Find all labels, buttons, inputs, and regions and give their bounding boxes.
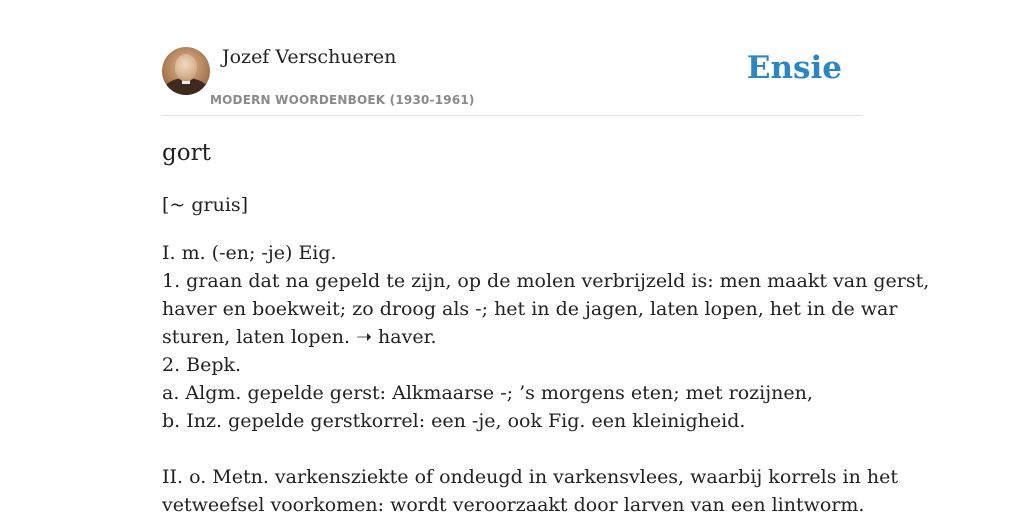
definition-line: vetweefsel voorkomen: wordt veroorzaakt door larven van een lintworm. [162,494,865,512]
page [162,0,930,512]
source-title[interactable]: MODERN WOORDENBOEK (1930-1961) [210,93,475,107]
definition-blank-line [162,435,862,463]
entry-definition [162,239,930,512]
header [162,0,862,116]
definition-line: a. Algm. gepelde gerst: Alkmaarse -; ’s morgens eten; met rozijnen, [162,382,813,404]
definition-line: sturen, laten lopen. ➝ haver. [162,326,437,348]
definition-line: b. Inz. gepelde gerstkorrel: een -je, ook Fig. een kleinigheid. [162,410,746,432]
author-name[interactable]: Jozef Verschueren [222,46,397,68]
definition-line: II. o. Metn. varkensziekte of ondeugd in varkensvlees, waarbij korrels in het [162,466,899,488]
site-logo[interactable]: Ensie [746,50,842,86]
definition-line: haver en boekweit; zo droog als -; het in de jagen, laten lopen, het in de war [162,298,898,320]
entry-headword: gort [162,140,211,166]
author-avatar[interactable] [162,47,210,95]
definition-line: I. m. (-en; -je) Eig. [162,242,337,264]
definition-line: 1. graan dat na gepeld te zijn, op de molen verbrijzeld is: men maakt van gerst, [162,270,930,292]
entry-etymology-note: [~ gruis] [162,194,249,216]
avatar-face [175,54,197,81]
definition-line: 2. Bepk. [162,354,242,376]
